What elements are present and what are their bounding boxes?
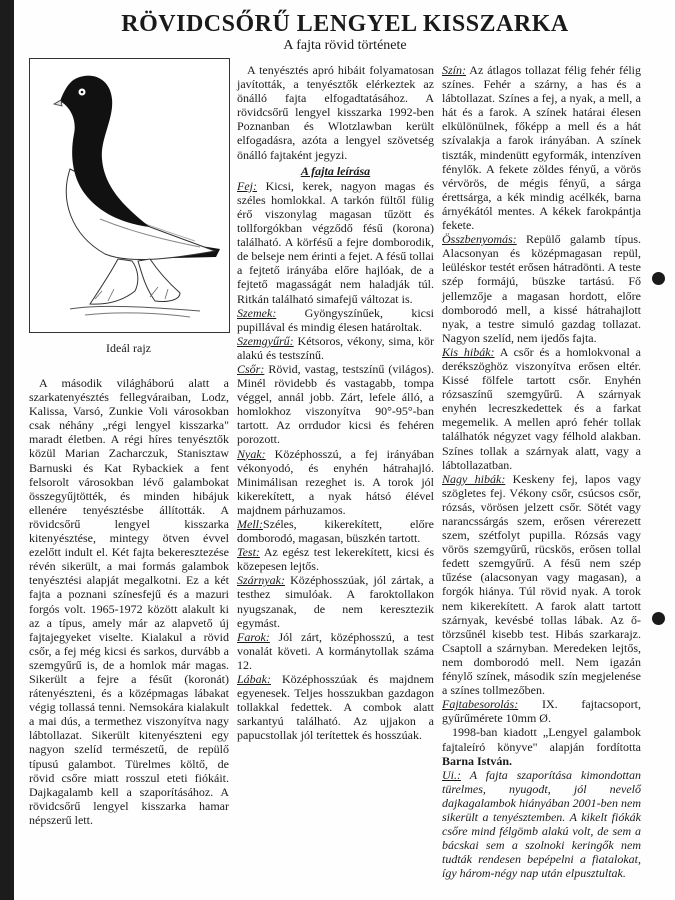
section-label: Farok: — [237, 629, 270, 644]
page-title: RÖVIDCSŐRŰ LENGYEL KISSZARKA — [121, 11, 569, 37]
history-continuation: A tenyésztés apró hibáit folyamatosan javították, a tenyésztők elérkeztek az önálló fajta elfogadtatásához. A rövidcsőrű lengyel kisszarka 1992-ben Poznanban és Wlotzlawban került elfogadásra, azóta a lengyel szövetség önálló fajtaként jegyzi. — [237, 63, 434, 162]
section-kishibák — [442, 345, 641, 472]
section-label: Nyak: — [237, 446, 266, 461]
section-szemek — [237, 306, 434, 334]
section-szárnyak — [237, 573, 434, 629]
credit — [442, 725, 641, 767]
section-label: Szemek: — [237, 305, 277, 320]
credit-text: 1998-ban kiadott „Lengyel galambok fajtaleíró könyve" alapján fordította — [442, 725, 641, 754]
image-caption: Ideál rajz — [106, 341, 151, 355]
section-label: Kis hibák: — [442, 344, 495, 359]
classification-text: IX. fajtacsoport, gyűrűmérete 10mm Ø. — [442, 697, 641, 726]
section-szemgyűrű — [237, 334, 434, 362]
section-csőr — [237, 362, 434, 447]
section-label: Nagy hibák: — [442, 471, 506, 486]
section-text: Rövid, vastag, testszínű (világos). Minél rövidebb és vastagabb, tompa véggel, annál jobb. Zárt, lefele álló, a homlokhoz viszonyítva 90°-95°-ban tartott. Az orrdudor kicsi és fehéren porozott. — [237, 361, 434, 447]
history-paragraph: A második világháború alatt a szarkatenyésztés fellegváraiban, Lodz, Kalissa, Varsó, Zunkie Voli városokban csak néhány „régi lengyel kisszarka" maradt életben. A régi híres tenyésztők közül Marian Zacharczuk, Stanisztaw Barnuski és Kat Rybackiek a fent felsorolt városokban lévő galambokat összegyűjtötték, és minden hibájuk ellenére tenyésztésbe állították. A rövidcsőrű lengyel kisszarka kitenyésztése, mintegy ötven évvel ezelőtt indult el. Két fajta bekeresztezése révén sikerült, a mai formás galambok tenyésztési alapját megalkotni. Ez a két fajta a poznani színesfejű és a mazuri forgós volt. 1965-1972 között alakult ki az a típus, amely már az alapvető új fajtajegyeket viselte. Kialakul a rövid csőr, a fej még kicsi és sarkos, durvább a szemgyűrű is, de a homlok már magas. Sikerült a fejre a fésűt (koronát) rátenyészteni, és a középmagas lábakat végig tollassá tenni. Nemsokára kialakult a mai dús, a termethez viszonyítva nagy lábtollazat. Sikerült kitenyészteni egy nagyon szelíd természetű, de repülő típusú galambot. Türelmes költő, de rövid csőre miatt rosszul eteti fiókáit. Dajkagalamb kell a szaporításához. A rövidcsőrű lengyel kisszarka hamar népszerű lett. — [29, 376, 229, 827]
section-test — [237, 545, 434, 573]
section-farok — [237, 630, 434, 672]
description-heading: A fajta leírása — [300, 163, 371, 178]
scan-edge — [0, 0, 14, 900]
page-subtitle: A fajta rövid története — [283, 38, 407, 53]
postscript-label: Ui.: — [442, 767, 461, 782]
section-összbenyomás — [442, 232, 641, 345]
classification-label: Fajtabesorolás: — [442, 697, 519, 712]
section-label: Szemgyűrű: — [237, 333, 294, 348]
section-text: A csőr és a homlokvonal a derékszöghöz viszonyítva erősen eltér. Kissé fölfele tartott csőr. Enyhén rózsaszínű szemgyűrű. A szárnyak enyhén lecreszkedettek és a farkat megemelik. A mellen apró fehér tollak találhatók négyzet vagy félhold alakban. Színes tollak a szárnyak alatt, vagy a lábtollazatban. — [442, 344, 641, 472]
section-szín — [442, 63, 641, 232]
section-lábak — [237, 672, 434, 742]
section-text: Széles, kikerekített, előre domborodó, magasan, büszkén tartott. — [237, 517, 434, 546]
section-label: Összbenyomás: — [442, 232, 517, 247]
punch-hole — [652, 272, 665, 285]
section-text: Középhosszú, a fej irányában vékonyodó, és enyhén hátrahajló. Minimálisan rezeghet is. A torok jól kikerekített, a nyak hátsó élével majdnem párhuzamos. — [237, 446, 434, 517]
postscript — [442, 768, 641, 881]
pigeon-drawing — [30, 59, 229, 332]
section-label: Fej: — [237, 178, 257, 193]
pigeon-illustration — [29, 58, 230, 333]
section-text: Középhosszúak és majdnem egyenesek. Teljes hosszukban gazdagon tollakkal fedettek. A combok alatt sarkantyú található. Az ujjakon a papucstollak jól terítettek és hosszúak. — [237, 672, 434, 743]
section-label: Szín: — [442, 63, 466, 77]
section-nyak — [237, 447, 434, 517]
section-nagyhibák — [442, 472, 641, 698]
middle-column — [237, 63, 434, 743]
section-text: Az egész test lekerekített, kicsi és közepesen lejtős. — [237, 545, 434, 574]
section-text: Kicsi, kerek, nagyon magas és széles homlokkal. A tarkón fültől fülig érő viszonylag magasan tűzött és tollforgókban végződő fésű (korona) található. A körfésű a fejre domborodik, de belseje nem érinti a fejet. A fésű tollai a fejtető irányába előre hajlóak, de a fejtető magasságát nem haladják túl. Ritkán található simafejű változat is. — [237, 178, 434, 306]
section-mell — [237, 517, 434, 545]
description-sections — [237, 179, 434, 743]
section-label: Csőr: — [237, 361, 265, 376]
section-text: Középhosszúak, jól zártak, a testhez simulóak. A faroktollakon nyugszanak, de nem keresztezik egymást. — [237, 573, 434, 630]
section-text: Az átlagos tollazat félig fehér félig színes. Fehér a szárny, a has és a lábtollazat. Színes a fej, a nyak, a mell, a hát és a farok. A színek határai élesen elkülönülnek, főképp a mell és a hát szívalakja a farok irányában. A színek tiszták, mindenütt egyformák, intenzíven fénylők. A fekete zöldes fényű, a vörös vérvörös, de mégis fényű, a sárga érettsárga, a kék mindig acélkék, barna árnyékától mentes. A kékek farokpántja fekete. — [442, 63, 641, 233]
section-text: Keskeny fej, lapos vagy szögletes fej. Vékony csőr, csúcsos csőr, rózsás, vörösen jelzett csőr. Sötét vagy narancssárgás szem, erősen vérerezett szem, szétfolyt pupilla. Rózsás vagy vörös szemgyűrű, rücskös, erősen tollal fedett szemgyűrű. A fésű nem szép tűzése (alacsonyan vagy magasan), a forgók hiánya. Túl rövid nyak. A torok nem kikerekített. A farok alatt tartott szárnyak, kevésbé tollas lábak. Az ő-törzsűnél kisebb test. Hibás szarkarajz. Csaptoll a szárnyban. Meredeken lejtős, nem domborodó mell. Nem igazán fénylő színek, második szín megjelenése a színes tollmezőben. — [442, 471, 641, 698]
section-label: Test: — [237, 545, 260, 560]
section-text: Kétsoros, vékony, sima, kör alakú és testszínű. — [237, 333, 434, 362]
translator-name: Barna István. — [442, 753, 513, 768]
section-label: Mell: — [237, 517, 263, 531]
section-label: Lábak: — [237, 672, 271, 687]
section-label: Szárnyak: — [237, 573, 285, 588]
classification — [442, 697, 641, 725]
right-column — [442, 63, 641, 880]
description-sections-cont — [442, 63, 641, 697]
section-text: Gyöngyszínűek, kicsi pupillával és mindig élesen határoltak. — [237, 305, 434, 334]
section-text: Jól zárt, középhosszú, a test vonalát követi. A kormánytollak száma 12. — [237, 629, 434, 672]
history-column — [29, 376, 229, 827]
postscript-text: A fajta szaporítása kimondottan türelmes, nyugodt, jól nevelő dajkagalambok hiányában 2001-ben nem sikerült a tenyésztemben. A kikelt fiókák csőre mind félgömb alakú volt, de sem a bácskai sem a szolnoki keringők nem tudták rendesen bepépelni a fiatalokat, így három-négy nap után elpusztultak. — [442, 767, 641, 881]
section-text: Repülő galamb típus. Alacsonyan és középmagasan repül, leüléskor testét erősen hátradönti. A teste szép formájú, büszke tartású. Fő jellemzője a magasan hordott, előre domborodó mell, a kissé hátrahajlott nyak, a testre simuló gazdag tollazat. Nagyon szelíd, nem ijedős fajta. — [442, 232, 641, 345]
punch-hole — [652, 612, 665, 625]
section-fej — [237, 179, 434, 306]
